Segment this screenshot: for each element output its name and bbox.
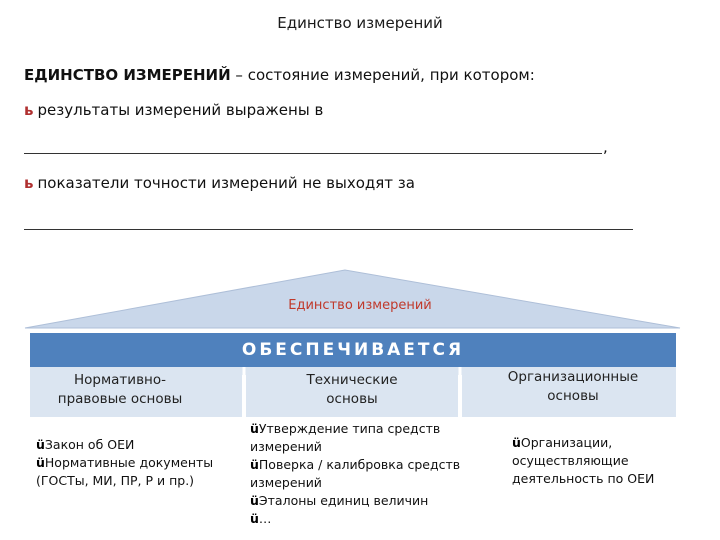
blank-comma: , — [603, 138, 608, 156]
check-icon: ü — [36, 455, 45, 470]
list-item: üОрганизации, — [512, 435, 613, 450]
list-item: üЗакон об ОЕИ — [36, 437, 135, 452]
check-icon: ü — [250, 511, 259, 526]
list-item: ü… — [250, 511, 272, 526]
column-list-organizational — [512, 434, 692, 488]
column-heading-legal — [30, 371, 210, 409]
check-icon: ü — [512, 435, 521, 450]
column-list-legal — [36, 436, 236, 490]
heading-line: Нормативно- — [74, 372, 166, 388]
list-item-continuation: измерений — [250, 475, 322, 490]
roof-label: Единство измерений — [288, 298, 432, 313]
list-item: üНормативные документы — [36, 455, 214, 470]
list-item-continuation: измерений — [250, 439, 322, 454]
check-icon: ü — [36, 437, 45, 452]
bullet-marker: ь — [24, 174, 34, 192]
check-icon: ü — [250, 421, 259, 436]
list-item: üЭталоны единиц величин — [250, 493, 429, 508]
list-item-continuation: деятельность по ОЕИ — [512, 471, 655, 486]
bullet-text: результаты измерений выражены в — [37, 101, 324, 119]
bullet-text: показатели точности измерений не выходят за — [37, 174, 415, 192]
list-item: üПоверка / калибровка средств — [250, 457, 461, 472]
heading-line: основы — [547, 388, 599, 404]
list-item-continuation: (ГОСТы, МИ, ПР, Р и пр.) — [36, 473, 195, 488]
check-icon: ü — [250, 493, 259, 508]
column-heading-technical — [246, 371, 458, 409]
check-icon: ü — [250, 457, 259, 472]
bullet-marker: ь — [24, 101, 34, 119]
definition-text: – состояние измерений, при котором: — [230, 66, 535, 84]
heading-line: основы — [326, 391, 378, 407]
column-list-technical — [250, 420, 480, 528]
heading-line: правовые основы — [57, 391, 183, 407]
list-item-continuation: осуществляющие — [512, 453, 629, 468]
page-title: Единство измерений — [277, 14, 443, 32]
band-label: ОБЕСПЕЧИВАЕТСЯ — [241, 340, 465, 360]
heading-line: Организационные — [507, 369, 639, 385]
heading-line: Технические — [306, 372, 398, 388]
column-heading-organizational — [478, 368, 668, 406]
list-item: üУтверждение типа средств — [250, 421, 441, 436]
definition-term: ЕДИНСТВО ИЗМЕРЕНИЙ — [24, 66, 231, 84]
